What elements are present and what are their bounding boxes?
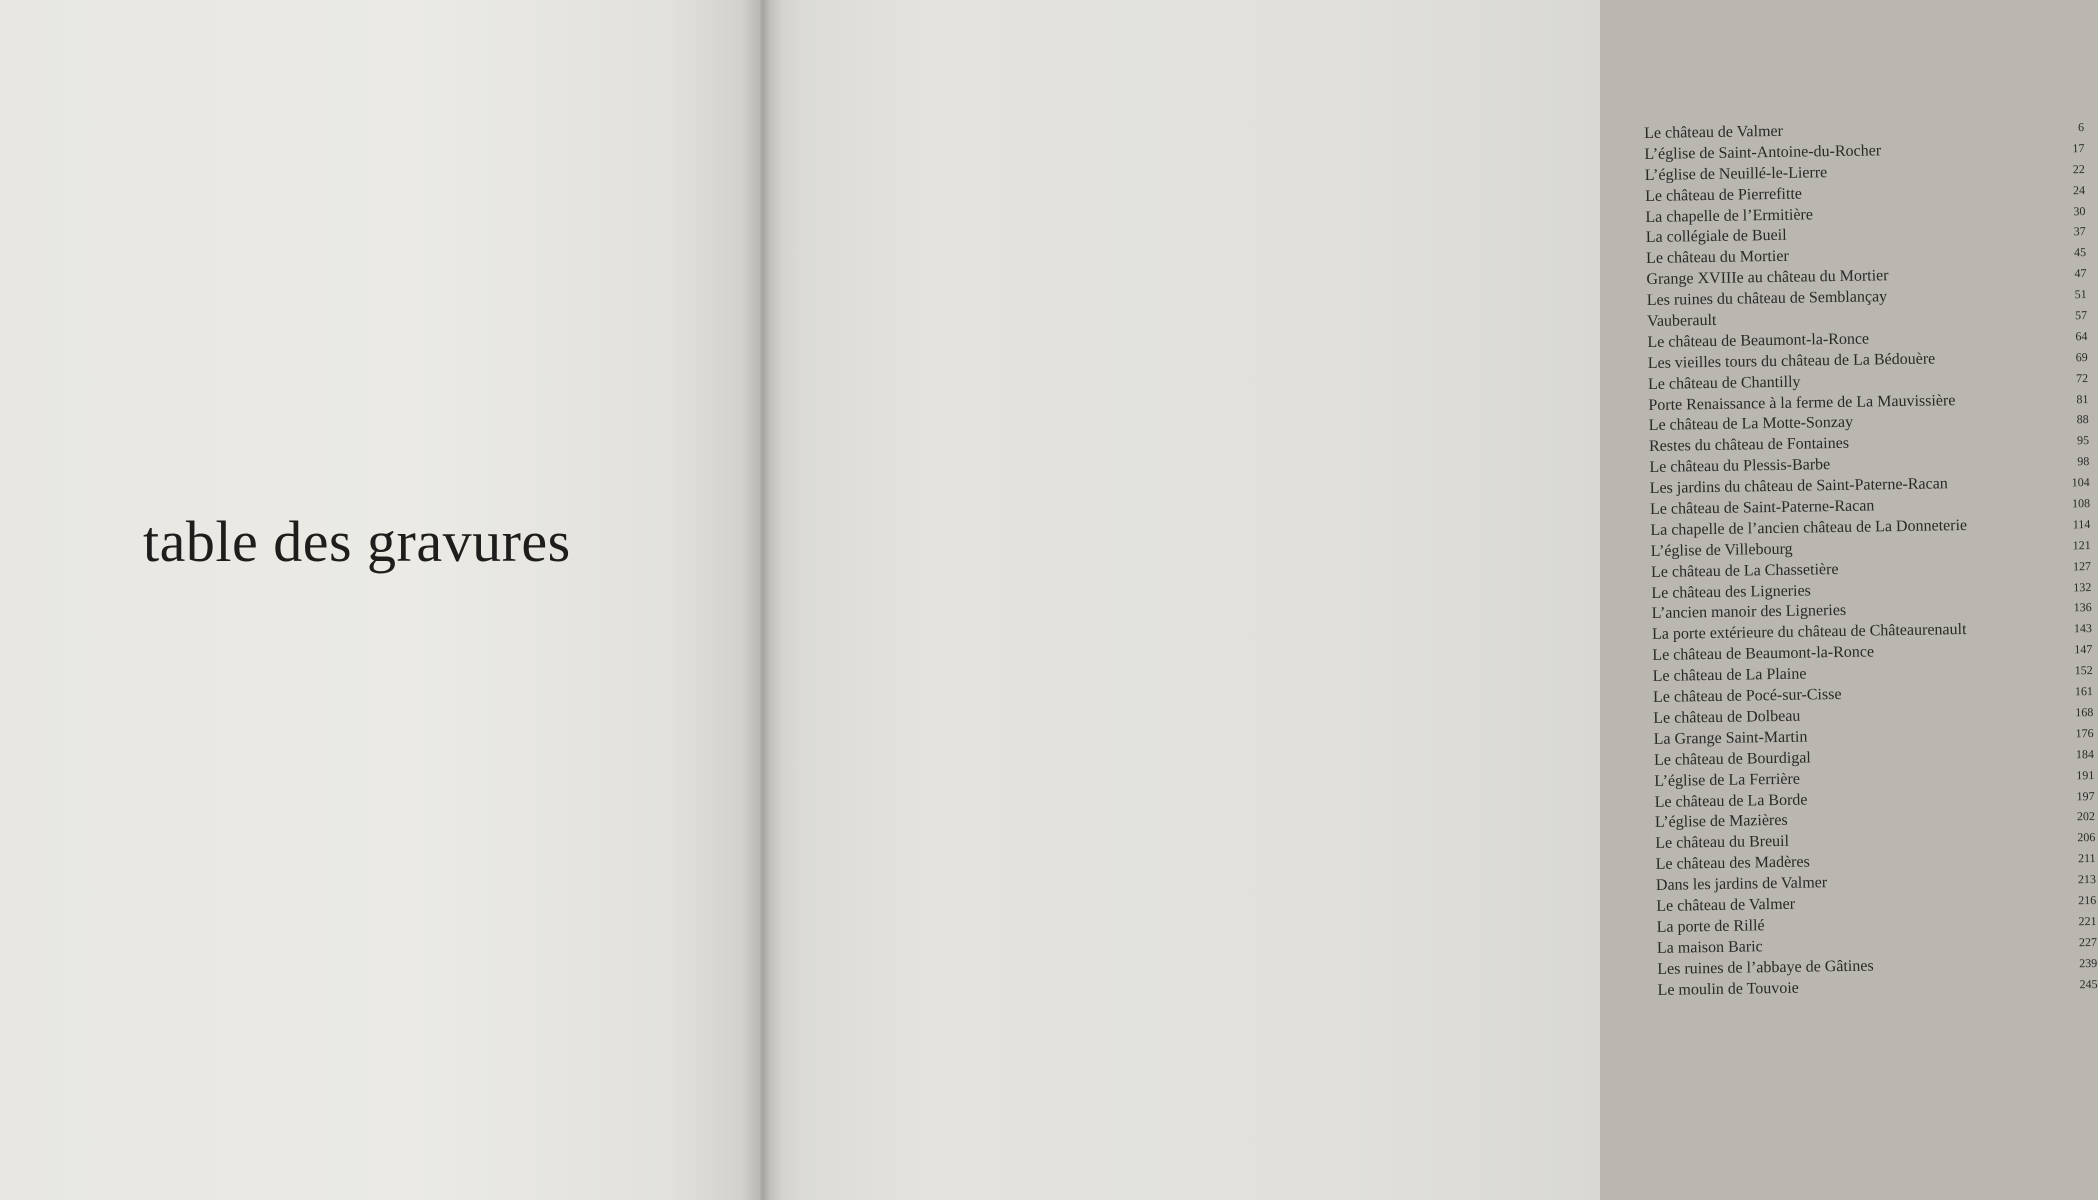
entry-title: L’église de Mazières (1654, 812, 1788, 832)
entry-page-number: 69 (2075, 349, 2088, 365)
entry-page-number: 81 (2076, 391, 2089, 406)
entry-page-number: 152 (2074, 663, 2093, 678)
entry-title: Les ruines du château de Semblançay (1646, 288, 1888, 310)
table-of-engravings (1644, 117, 2098, 1001)
entry-page-number: 6 (2077, 120, 2085, 135)
entry-title: L’ancien manoir des Ligneries (1651, 602, 1847, 623)
entry-title: L’église de Neuillé-le-Lierre (1644, 163, 1828, 184)
entry-title: Le château de Valmer (1656, 895, 1796, 915)
entry-title: Le château du Plessis-Barbe (1649, 456, 1831, 477)
entry-page-number: 95 (2076, 433, 2090, 448)
entry-page-number: 136 (2073, 600, 2092, 615)
entry-page-number: 147 (2074, 642, 2093, 657)
entry-title: Les jardins du château de Saint-Paterne-Racan (1649, 475, 1948, 498)
entry-title: Vauberault (1646, 311, 1717, 330)
entry-title: La chapelle de l’Ermitière (1645, 205, 1814, 226)
entry-page-number: 197 (2076, 788, 2095, 803)
entry-title: La Grange Saint-Martin (1653, 728, 1808, 748)
entry-title: Le château de La Motte-Sonzay (1648, 414, 1854, 435)
entry-page-number: 239 (2079, 955, 2098, 970)
page-title: table des gravures (143, 509, 571, 574)
entry-page-number: 161 (2074, 684, 2094, 699)
entry-title: Le château de Dolbeau (1653, 707, 1801, 727)
entry-page-number: 98 (2077, 454, 2090, 469)
entry-page-number: 227 (2078, 934, 2098, 950)
entry-page-number: 45 (2073, 245, 2087, 260)
entry-page-number: 245 (2079, 976, 2098, 991)
entry-page-number: 132 (2073, 579, 2092, 594)
entry-title: Le château de Pocé-sur-Cisse (1652, 686, 1842, 706)
entry-page-number: 37 (2073, 224, 2086, 239)
entry-title: Le château de Chantilly (1647, 373, 1801, 393)
entry-page-number: 211 (2077, 851, 2096, 866)
left-page (0, 0, 760, 1200)
entry-title: Le château de La Chassetière (1650, 560, 1839, 581)
entry-title: L’église de Saint-Antoine-du-Rocher (1644, 142, 1882, 163)
right-page (760, 0, 2098, 1200)
entry-title: Le château du Mortier (1645, 248, 1789, 268)
entry-page-number: 176 (2075, 725, 2094, 741)
entry-title: Le château de Beaumont-la-Ronce (1652, 643, 1875, 665)
entry-page-number: 47 (2074, 266, 2087, 281)
entry-title: Les vieilles tours du château de La Bédouère (1647, 350, 1936, 372)
entry-title: La collégiale de Bueil (1645, 227, 1787, 247)
entry-page-number: 114 (2072, 516, 2091, 532)
entry-title: La porte de Rillé (1656, 917, 1765, 936)
entry-title: Le moulin de Touvoie (1657, 979, 1799, 999)
entry-page-number: 121 (2072, 537, 2091, 553)
entry-page-number: 57 (2074, 308, 2088, 323)
entry-title: Le château du Breuil (1655, 833, 1790, 853)
entry-title: Grange XVIIIe au château du Mortier (1646, 267, 1889, 289)
entry-title: Dans les jardins de Valmer (1655, 874, 1828, 894)
entry-title: La porte extérieure du château de Châteaurenault (1651, 621, 1967, 644)
entry-title: Le château de Pierrefitte (1645, 185, 1803, 205)
entry-title: Le château de Beaumont-la-Ronce (1647, 330, 1870, 351)
entry-page-number: 88 (2076, 412, 2089, 427)
entry-page-number: 72 (2075, 370, 2089, 385)
entry-page-number: 184 (2075, 746, 2095, 762)
entry-title: La chapelle de l’ancien château de La Donneterie (1650, 516, 1968, 539)
entry-page-number: 216 (2078, 892, 2097, 908)
entry-title: Le château de La Borde (1654, 791, 1808, 811)
entry-title: Les ruines de l’abbaye de Gâtines (1657, 957, 1874, 978)
entry-title: L’église de La Ferrière (1654, 770, 1800, 790)
entry-page-number: 143 (2073, 621, 2093, 636)
entry-page-number: 108 (2071, 496, 2091, 511)
entry-title: La maison Baric (1656, 937, 1763, 957)
entry-page-number: 30 (2073, 203, 2086, 218)
entry-page-number: 221 (2078, 913, 2097, 929)
entry-title: Le château des Madères (1655, 853, 1810, 874)
entry-title: Le château des Ligneries (1651, 582, 1811, 602)
entry-page-number: 22 (2072, 161, 2085, 177)
entry-page-number: 206 (2077, 830, 2096, 845)
entry-title: Le château de La Plaine (1652, 665, 1807, 686)
entry-page-number: 202 (2076, 809, 2096, 824)
entry-page-number: 64 (2075, 328, 2088, 344)
entry-page-number: 168 (2075, 704, 2094, 720)
entry-page-number: 104 (2071, 475, 2090, 490)
entry-title: Le château de Saint-Paterne-Racan (1649, 497, 1875, 518)
entry-title: Restes du château de Fontaines (1648, 435, 1850, 456)
entry-title: L’église de Villebourg (1650, 540, 1793, 560)
entry-page-number: 213 (2077, 872, 2097, 887)
entry-title: Porte Renaissance à la ferme de La Mauvissière (1648, 391, 1956, 414)
entry-page-number: 17 (2072, 140, 2085, 156)
entry-title: Le château de Bourdigal (1653, 749, 1811, 769)
entry-page-number: 191 (2076, 767, 2095, 782)
entry-page-number: 24 (2072, 182, 2086, 197)
entry-page-number: 51 (2074, 287, 2087, 302)
entry-title: Le château de Valmer (1644, 122, 1784, 142)
entry-page-number: 127 (2072, 558, 2092, 574)
